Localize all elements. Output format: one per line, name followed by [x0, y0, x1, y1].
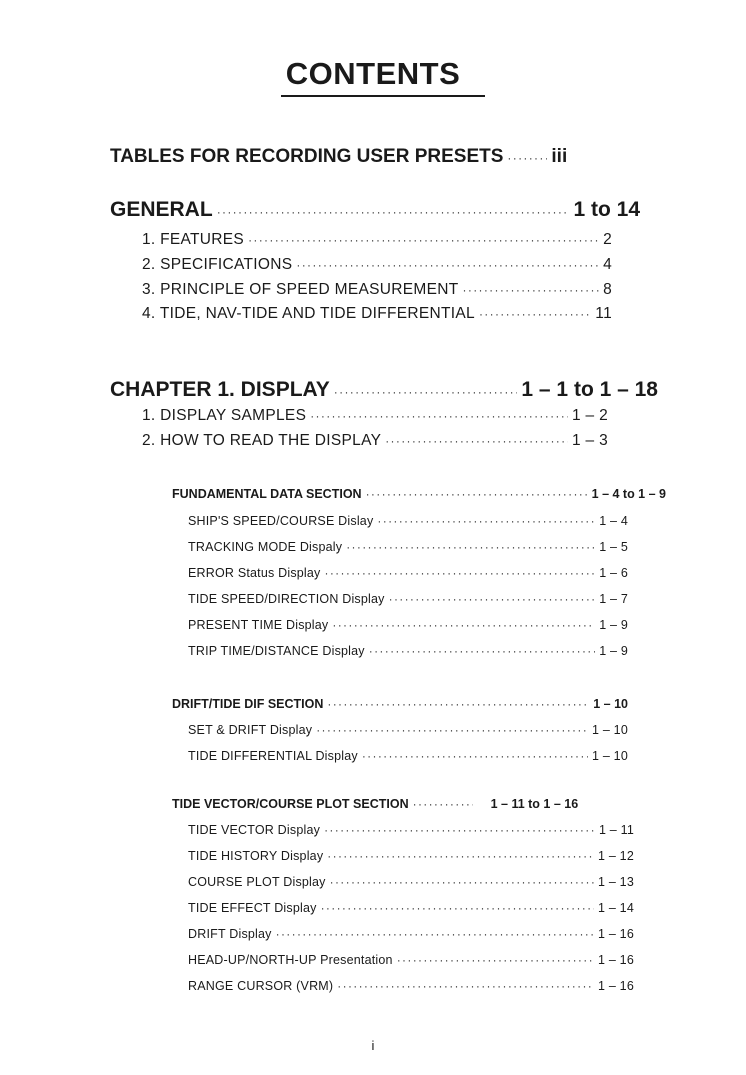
toc-subitem[interactable] [188, 979, 634, 993]
toc-subitem[interactable] [188, 592, 628, 606]
toc-section-label: TIDE VECTOR/COURSE PLOT SECTION [172, 797, 409, 811]
toc-subitem[interactable] [188, 823, 634, 837]
leader-dots [377, 514, 595, 528]
leader-dots [327, 849, 594, 863]
leader-dots [321, 901, 594, 915]
toc-subitem-page: 1 – 6 [599, 566, 628, 580]
toc-subitem[interactable] [188, 875, 634, 889]
toc-section-tide-vector[interactable] [172, 797, 669, 811]
toc-entry-label: TABLES FOR RECORDING USER PRESETS [110, 146, 504, 167]
toc-item[interactable] [142, 432, 608, 450]
toc-subitem[interactable] [188, 849, 634, 863]
toc-subitem[interactable] [188, 749, 628, 763]
leader-dots [413, 797, 473, 811]
toc-section-page: 1 – 10 [593, 697, 628, 711]
toc-subitem-page: 1 – 10 [592, 723, 628, 737]
toc-subitem[interactable] [188, 644, 628, 658]
leader-dots [389, 592, 596, 606]
leader-dots [362, 749, 588, 763]
toc-subitem[interactable] [188, 901, 634, 915]
toc-subitem-page: 1 – 9 [599, 644, 628, 658]
toc-item[interactable] [142, 407, 608, 425]
toc-item-label: 2. HOW TO READ THE DISPLAY [142, 432, 382, 449]
toc-item-page: 1 – 3 [572, 432, 608, 449]
toc-subitem-page: 1 – 16 [598, 953, 634, 967]
toc-item-page: 2 [603, 231, 612, 248]
toc-subitem-page: 1 – 7 [599, 592, 628, 606]
toc-subitem-page: 1 – 16 [598, 979, 634, 993]
toc-item-page: 4 [603, 256, 612, 273]
toc-entry-label: GENERAL [110, 198, 213, 221]
toc-entry-label: CHAPTER 1. DISPLAY [110, 378, 330, 401]
toc-item-label: 3. PRINCIPLE OF SPEED MEASUREMENT [142, 281, 459, 298]
toc-subitem-label: TIDE VECTOR Display [188, 823, 321, 837]
toc-subitem-label: TRIP TIME/DISTANCE Display [188, 644, 365, 658]
leader-dots [296, 258, 599, 272]
leader-dots [248, 233, 599, 247]
leader-dots [385, 434, 568, 448]
toc-subitem-page: 1 – 4 [599, 514, 628, 528]
toc-subitem-label: TIDE SPEED/DIRECTION Display [188, 592, 385, 606]
leader-dots [327, 697, 589, 711]
toc-subitem-label: RANGE CURSOR (VRM) [188, 979, 334, 993]
toc-entry-page: 1 to 14 [573, 198, 640, 221]
toc-subitem-label: PRESENT TIME Display [188, 618, 329, 632]
toc-entry-tables[interactable] [110, 146, 638, 168]
toc-subitem-label: SET & DRIFT Display [188, 723, 313, 737]
toc-item[interactable] [142, 256, 612, 274]
toc-subitem-label: ERROR Status Display [188, 566, 321, 580]
toc-entry-general[interactable] [110, 198, 640, 222]
leader-dots [334, 385, 518, 399]
leader-dots [217, 205, 570, 219]
toc-subitem-label: TIDE EFFECT Display [188, 901, 317, 915]
toc-subitem-label: HEAD-UP/NORTH-UP Presentation [188, 953, 393, 967]
toc-subitem[interactable] [188, 953, 634, 967]
toc-subitem-page: 1 – 16 [598, 927, 634, 941]
toc-item-label: 4. TIDE, NAV-TIDE AND TIDE DIFFERENTIAL [142, 305, 475, 322]
toc-entry-chapter1[interactable] [110, 378, 658, 402]
leader-dots [369, 644, 595, 658]
toc-entry-page: iii [551, 146, 568, 167]
toc-subitem[interactable] [188, 723, 628, 737]
leader-dots [479, 307, 591, 321]
leader-dots [310, 409, 568, 423]
leader-dots [463, 283, 600, 297]
toc-subitem[interactable] [188, 514, 628, 528]
toc-section-fundamental[interactable] [172, 487, 666, 501]
leader-dots [332, 618, 595, 632]
toc-item-label: 2. SPECIFICATIONS [142, 256, 293, 273]
toc-item-page: 8 [603, 281, 612, 298]
toc-subitem-page: 1 – 5 [599, 540, 628, 554]
leader-dots [346, 540, 595, 554]
toc-item-label: 1. FEATURES [142, 231, 245, 248]
page-title: CONTENTS [285, 56, 461, 91]
toc-subitem[interactable] [188, 566, 628, 580]
toc-subitem[interactable] [188, 618, 628, 632]
toc-subitem-label: COURSE PLOT Display [188, 875, 326, 889]
toc-item-label: 1. DISPLAY SAMPLES [142, 407, 307, 424]
toc-subitem-label: TIDE HISTORY Display [188, 849, 324, 863]
leader-dots [324, 823, 595, 837]
toc-subitem-label: DRIFT Display [188, 927, 272, 941]
toc-section-drift-tide-dif[interactable] [172, 697, 628, 711]
leader-dots [276, 927, 594, 941]
toc-item-page: 1 – 2 [572, 407, 608, 424]
toc-item[interactable] [142, 305, 612, 323]
toc-subitem-page: 1 – 9 [599, 618, 628, 632]
toc-subitem[interactable] [188, 927, 634, 941]
toc-section-label: DRIFT/TIDE DIF SECTION [172, 697, 324, 711]
toc-section-label: FUNDAMENTAL DATA SECTION [172, 487, 362, 501]
toc-subitem-page: 1 – 12 [598, 849, 634, 863]
toc-section-page: 1 – 11 to 1 – 16 [490, 797, 579, 811]
toc-entry-page: 1 – 1 to 1 – 18 [521, 378, 658, 401]
toc-subitem-page: 1 – 11 [598, 823, 634, 837]
leader-dots [397, 953, 594, 967]
toc-subitem[interactable] [188, 540, 628, 554]
leader-dots [337, 979, 594, 993]
title-underline [281, 95, 485, 97]
toc-subitem-page: 1 – 13 [598, 875, 634, 889]
leader-dots [316, 723, 588, 737]
toc-subitem-label: TIDE DIFFERENTIAL Display [188, 749, 358, 763]
toc-item-page: 11 [595, 305, 612, 322]
page-number: i [371, 1038, 375, 1053]
toc-subitem-page: 1 – 14 [598, 901, 634, 915]
toc-item[interactable] [142, 231, 612, 249]
toc-subitem-page: 1 – 10 [592, 749, 628, 763]
toc-section-page: 1 – 4 to 1 – 9 [591, 487, 666, 501]
leader-dots [330, 875, 594, 889]
toc-subitem-label: SHIP'S SPEED/COURSE Dislay [188, 514, 374, 528]
toc-item[interactable] [142, 281, 612, 299]
leader-dots [366, 487, 588, 501]
toc-subitem-label: TRACKING MODE Dispaly [188, 540, 343, 554]
leader-dots [507, 151, 547, 165]
leader-dots [325, 566, 596, 580]
